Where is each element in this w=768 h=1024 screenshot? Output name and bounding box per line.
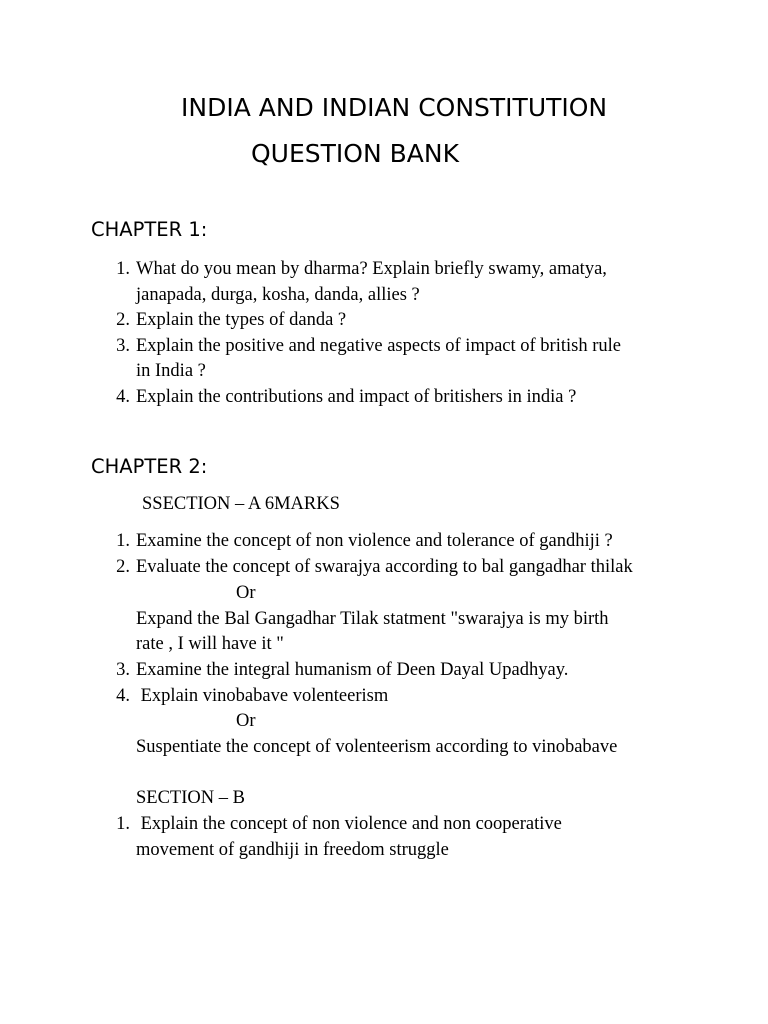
list-item-text: What do you mean by dharma? Explain briefly swamy, amatya,	[136, 259, 607, 279]
document-title-line2: QUESTION BANK	[251, 139, 459, 168]
list-item-number: 1.	[116, 814, 130, 834]
section-b-heading: SECTION – B	[136, 788, 245, 808]
list-item-text: Examine the concept of non violence and tolerance of gandhiji ?	[136, 531, 613, 551]
or-separator: Or	[236, 711, 256, 731]
list-item-number: 4.	[116, 387, 130, 407]
list-item-text: Examine the integral humanism of Deen Dayal Upadhyay.	[136, 660, 569, 680]
list-item-text: movement of gandhiji in freedom struggle	[136, 840, 449, 860]
list-item-number: 3.	[116, 660, 130, 680]
list-item-text: Explain the contributions and impact of britishers in india ?	[136, 387, 577, 407]
list-item-text: janapada, durga, kosha, danda, allies ?	[136, 285, 420, 305]
document-title-line1: INDIA AND INDIAN CONSTITUTION	[181, 93, 608, 122]
list-item-text: Expand the Bal Gangadhar Tilak statment "swarajya is my birth	[136, 609, 609, 629]
list-item-text: Evaluate the concept of swarajya according to bal gangadhar thilak	[136, 557, 633, 577]
list-item-number: 1.	[116, 259, 130, 279]
list-item-text: Explain vinobabave volenteerism	[136, 686, 389, 706]
chapter1-heading: CHAPTER 1:	[91, 218, 208, 241]
list-item-text: in India ?	[136, 361, 206, 381]
list-item-text: Explain the positive and negative aspects of impact of british rule	[136, 336, 621, 356]
list-item-text: rate , I will have it "	[136, 634, 284, 654]
list-item-number: 2.	[116, 310, 130, 330]
or-separator: Or	[236, 583, 256, 603]
list-item-number: 3.	[116, 336, 130, 356]
list-item-number: 2.	[116, 557, 130, 577]
list-item-text: Explain the concept of non violence and non cooperative	[136, 814, 562, 834]
list-item-number: 4.	[116, 686, 130, 706]
chapter2-heading: CHAPTER 2:	[91, 455, 208, 478]
section-a-heading: SSECTION – A 6MARKS	[142, 494, 340, 514]
list-item-text: Explain the types of danda ?	[136, 310, 347, 330]
list-item-text: Suspentiate the concept of volenteerism according to vinobabave	[136, 737, 618, 757]
list-item-number: 1.	[116, 531, 130, 551]
